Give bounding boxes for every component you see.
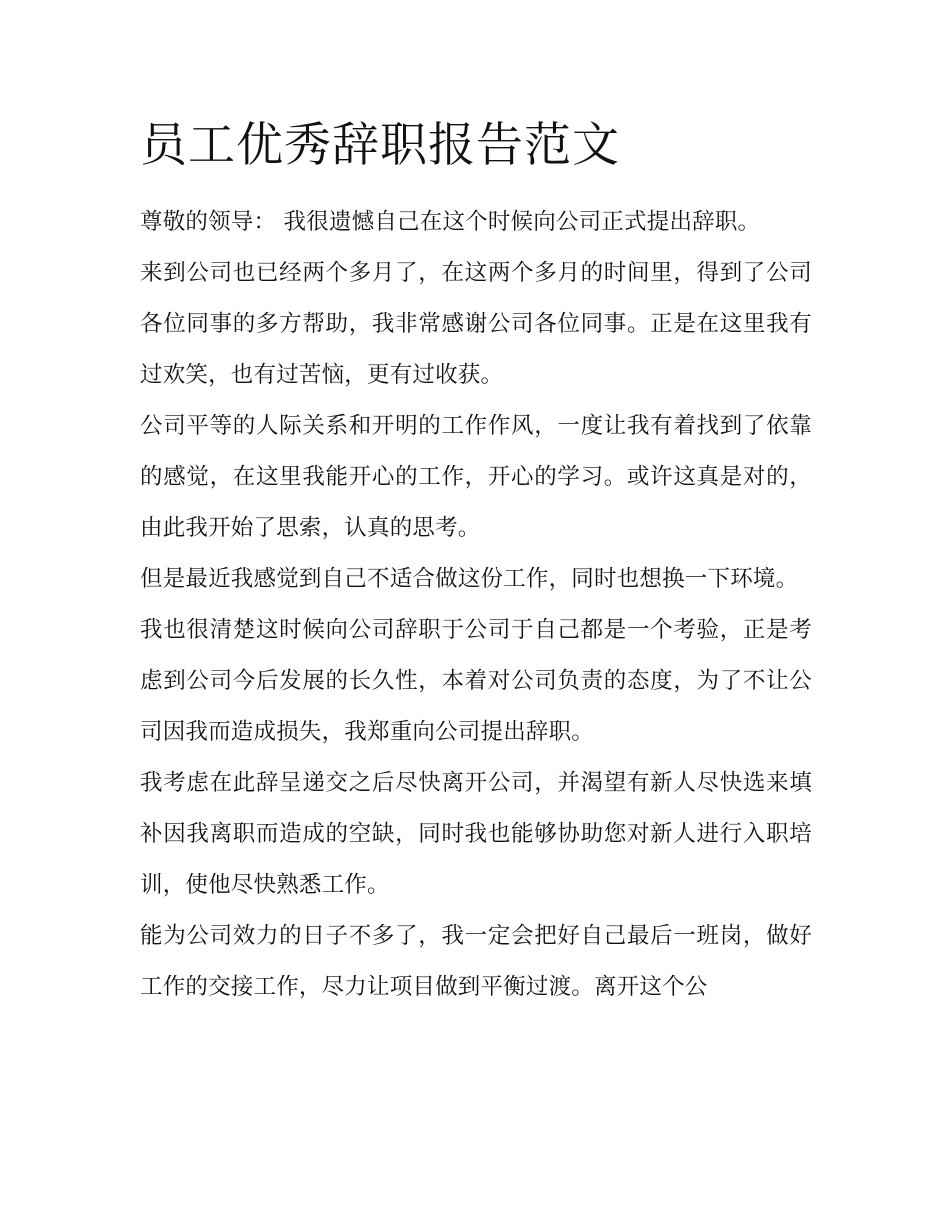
paragraph: 能为公司效力的日子不多了，我一定会把好自己最后一班岗，做好工作的交接工作，尽力让项目做到平衡过渡。离开这个公 bbox=[140, 923, 812, 1000]
paragraph-salutation: 尊敬的领导： 我很遗憾自己在这个时候向公司正式提出辞职。 bbox=[140, 209, 761, 235]
document-title: 员工优秀辞职报告范文 bbox=[140, 118, 620, 173]
document-body bbox=[140, 197, 812, 1013]
paragraph: 我考虑在此辞呈递交之后尽快离开公司，并渴望有新人尽快选来填补因我离职而造成的空缺，同时我也能够协助您对新人进行入职培训，使他尽快熟悉工作。 bbox=[140, 770, 812, 898]
paragraph: 但是最近我感觉到自己不适合做这份工作，同时也想换一下环境。 bbox=[140, 566, 799, 592]
paragraph: 公司平等的人际关系和开明的工作作风，一度让我有着找到了依靠的感觉，在这里我能开心的工作，开心的学习。或许这真是对的，由此我开始了思索，认真的思考。 bbox=[140, 413, 812, 541]
paragraph: 来到公司也已经两个多月了，在这两个多月的时间里，得到了公司各位同事的多方帮助，我非常感谢公司各位同事。正是在这里我有过欢笑，也有过苦恼，更有过收获。 bbox=[140, 260, 812, 388]
paragraph: 我也很清楚这时候向公司辞职于公司于自己都是一个考验，正是考虑到公司今后发展的长久性，本着对公司负责的态度，为了不让公司因我而造成损失，我郑重向公司提出辞职。 bbox=[140, 617, 812, 745]
